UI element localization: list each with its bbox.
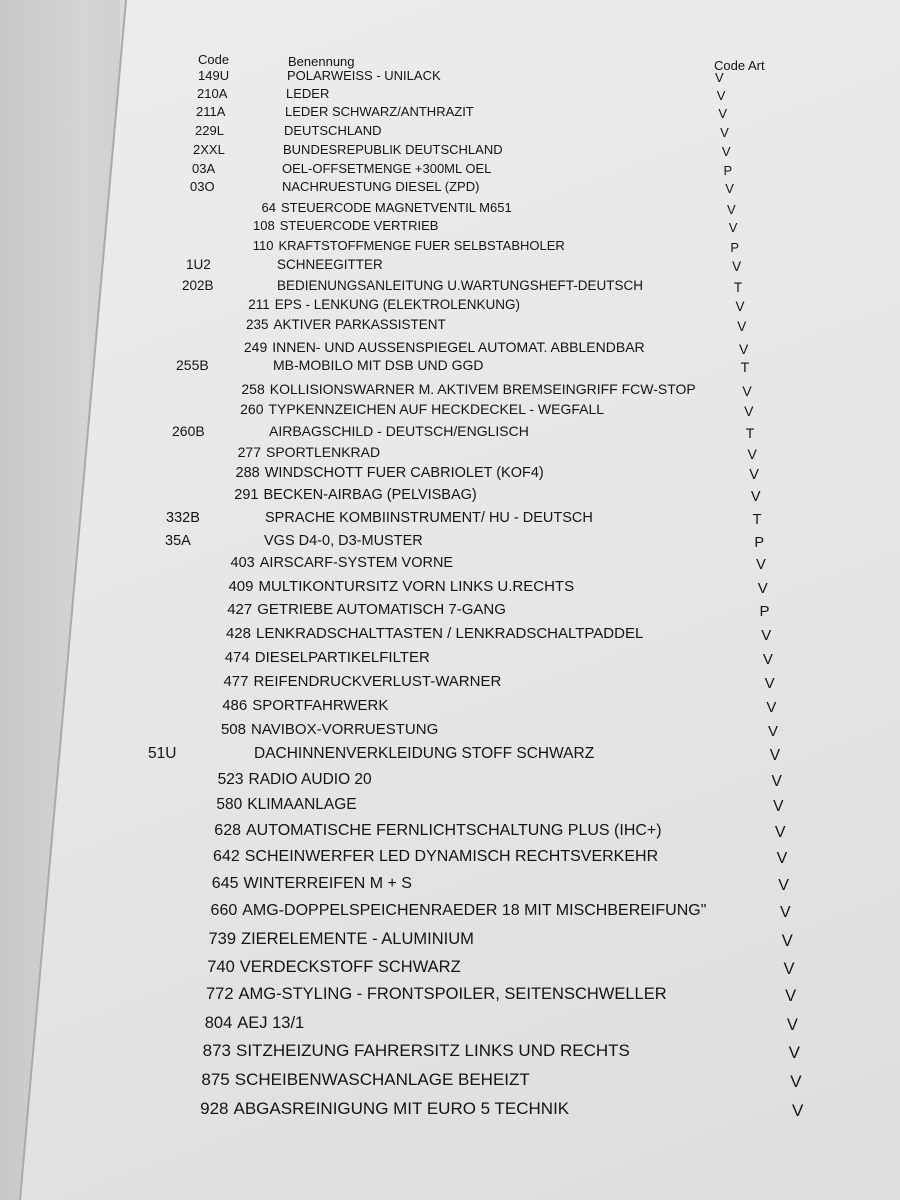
row-name: SCHEINWERFER LED DYNAMISCH RECHTSVERKEHR <box>244 848 659 865</box>
row-name: AIRBAGSCHILD - DEUTSCH/ENGLISCH <box>269 422 529 439</box>
row-code-art: T <box>745 424 755 441</box>
row-name: MB-MOBILO MIT DSB UND GGD <box>273 356 484 373</box>
row-code: 291 <box>234 487 259 504</box>
row-code-art: V <box>778 877 789 894</box>
row-name: NAVIBOX-VORRUESTUNG <box>251 720 439 738</box>
row-code-art: V <box>776 850 788 867</box>
row-code-art: V <box>738 340 749 357</box>
row-name: TYPKENNZEICHEN AUF HECKDECKEL - WEGFALL <box>268 400 605 417</box>
row-code-art: V <box>773 798 784 816</box>
row-name: ZIERELEMENTE - ALUMINIUM <box>241 929 474 948</box>
row-code: 277 <box>237 443 261 460</box>
row-code: 149U <box>198 68 230 84</box>
row-code: 508 <box>220 720 246 738</box>
row-code-art: V <box>761 626 772 644</box>
row-code: 474 <box>224 648 250 666</box>
row-code: 51U <box>148 745 177 763</box>
row-name: AMG-STYLING - FRONTSPOILER, SEITENSCHWELLER <box>238 984 667 1003</box>
row-name: WINDSCHOTT FUER CABRIOLET (KOF4) <box>264 465 544 482</box>
row-code: 03O <box>190 179 215 195</box>
row-code: 1U2 <box>186 256 211 272</box>
row-code: 409 <box>228 577 254 595</box>
row-name: DEUTSCHLAND <box>284 123 382 139</box>
row-name: AIRSCARF-SYSTEM VORNE <box>259 555 454 572</box>
row-code: 229L <box>195 123 224 139</box>
row-name: SPORTLENKRAD <box>266 443 381 460</box>
row-code: 772 <box>205 984 234 1003</box>
row-code: 427 <box>227 600 253 618</box>
row-name: KRAFTSTOFFMENGE FUER SELBSTABHOLER <box>278 238 565 254</box>
row-code: 110 <box>252 238 274 254</box>
row-code: 332B <box>166 510 200 527</box>
row-name: BEDIENUNGSANLEITUNG U.WARTUNGSHEFT-DEUTSCH <box>277 277 644 293</box>
row-name: STEUERCODE MAGNETVENTIL M651 <box>281 200 512 216</box>
row-code: 928 <box>200 1099 229 1119</box>
row-name: REIFENDRUCKVERLUST-WARNER <box>253 672 502 690</box>
row-code: 403 <box>230 555 255 572</box>
row-code: 211 <box>248 296 270 312</box>
row-code-art: T <box>733 279 743 295</box>
row-code-art: V <box>732 258 742 274</box>
row-code-art: V <box>737 318 747 334</box>
row-code-art: P <box>730 240 740 256</box>
row-name: KLIMAANLAGE <box>247 796 357 814</box>
row-code-art: V <box>726 202 736 218</box>
row-name: BUNDESREPUBLIK DEUTSCHLAND <box>283 142 503 158</box>
row-name: ABGASREINIGUNG MIT EURO 5 TECHNIK <box>233 1099 570 1119</box>
row-code: 258 <box>241 380 265 397</box>
row-name: EPS - LENKUNG (ELEKTROLENKUNG) <box>274 296 521 312</box>
row-code-art: V <box>781 931 793 950</box>
row-code-art: V <box>749 467 759 484</box>
row-code: 642 <box>213 848 240 865</box>
row-code: 739 <box>208 929 236 948</box>
row-code-art: P <box>754 535 765 552</box>
row-code: 645 <box>211 875 239 892</box>
row-code-art: V <box>716 88 726 104</box>
row-code-art: V <box>780 904 791 921</box>
row-name: MULTIKONTURSITZ VORN LINKS U.RECHTS <box>258 577 575 595</box>
row-code-art: V <box>762 650 773 668</box>
row-code-art: V <box>718 106 728 122</box>
header-benennung: Benennung <box>288 54 355 69</box>
row-name: LEDER SCHWARZ/ANTHRAZIT <box>285 104 474 120</box>
row-code-art: V <box>742 382 752 399</box>
row-code: 211A <box>196 104 226 120</box>
row-name: DACHINNENVERKLEIDUNG STOFF SCHWARZ <box>254 745 595 763</box>
row-code-art: V <box>771 773 782 791</box>
row-name: OEL-OFFSETMENGE +300ML OEL <box>282 161 492 177</box>
row-code-art: V <box>756 557 766 574</box>
row-name: SPORTFAHRWERK <box>252 696 389 714</box>
row-code: 210A <box>197 86 228 102</box>
row-code: 477 <box>223 672 249 690</box>
row-code: 03A <box>192 161 216 177</box>
row-code-art: V <box>715 70 724 86</box>
row-name: VGS D4-0, D3-MUSTER <box>264 533 423 550</box>
row-code-art: V <box>766 698 777 716</box>
row-code-art: V <box>792 1101 804 1121</box>
row-name: SITZHEIZUNG FAHRERSITZ LINKS UND RECHTS <box>236 1041 630 1061</box>
row-code-art: V <box>720 125 729 141</box>
row-name: NACHRUESTUNG DIESEL (ZPD) <box>282 179 480 195</box>
row-code-art: V <box>783 959 795 978</box>
row-code: 660 <box>210 902 238 919</box>
row-name: SPRACHE KOMBIINSTRUMENT/ HU - DEUTSCH <box>265 510 593 527</box>
row-name: RADIO AUDIO 20 <box>248 771 372 789</box>
header-code: Code <box>198 52 230 67</box>
row-code: 740 <box>207 957 235 976</box>
row-code-art: T <box>740 358 750 375</box>
row-name: KOLLISIONSWARNER M. AKTIVEM BREMSEINGRIFF FCW-STOP <box>269 380 696 397</box>
row-code-art: P <box>723 163 733 179</box>
row-code-art: V <box>790 1072 802 1092</box>
row-code: 108 <box>253 218 275 234</box>
row-code: 249 <box>243 338 268 355</box>
row-code: 2XXL <box>193 142 225 158</box>
row-code: 255B <box>176 356 209 373</box>
row-code-art: V <box>764 674 775 692</box>
row-code: 202B <box>182 277 214 293</box>
row-name: WINTERREIFEN M + S <box>243 875 412 892</box>
row-code: 875 <box>201 1070 230 1090</box>
row-name: AMG-DOPPELSPEICHENRAEDER 18 MIT MISCHBEREIFUNG" <box>242 902 707 919</box>
row-name: AEJ 13/1 <box>237 1013 305 1032</box>
row-code: 260B <box>172 422 205 439</box>
row-code: 486 <box>222 696 248 714</box>
row-code-art: V <box>747 445 757 462</box>
row-code-art: V <box>774 824 786 841</box>
row-name: POLARWEISS - UNILACK <box>287 68 441 84</box>
row-code-art: V <box>721 144 731 160</box>
row-code-art: V <box>788 1043 800 1063</box>
row-name: LENKRADSCHALTTASTEN / LENKRADSCHALTPADDEL <box>256 624 644 642</box>
row-code-art: V <box>757 579 768 597</box>
row-code-art: P <box>759 602 770 620</box>
row-code: 288 <box>235 465 260 482</box>
row-code-art: V <box>744 402 754 419</box>
row-code-art: V <box>769 747 781 765</box>
row-code-art: V <box>768 722 779 740</box>
row-name: VERDECKSTOFF SCHWARZ <box>239 957 461 976</box>
row-name: SCHEIBENWASCHANLAGE BEHEIZT <box>234 1070 530 1090</box>
row-code: 628 <box>214 822 241 839</box>
row-code: 804 <box>204 1013 233 1032</box>
row-code-art: V <box>725 181 734 197</box>
row-code: 428 <box>225 624 251 642</box>
row-name: STEUERCODE VERTRIEB <box>279 218 439 234</box>
row-name: DIESELPARTIKELFILTER <box>254 648 430 666</box>
row-code: 235 <box>245 316 269 332</box>
row-code: 873 <box>202 1041 231 1061</box>
row-name: GETRIEBE AUTOMATISCH 7-GANG <box>257 600 506 618</box>
row-code-art: T <box>752 512 762 529</box>
row-code: 523 <box>217 771 244 789</box>
row-name: AKTIVER PARKASSISTENT <box>273 316 446 332</box>
row-code: 64 <box>261 200 276 216</box>
row-code: 35A <box>165 533 191 550</box>
row-name: AUTOMATISCHE FERNLICHTSCHALTUNG PLUS (IHC+) <box>246 822 662 839</box>
row-code-art: V <box>728 220 738 236</box>
row-code-art: V <box>786 1015 798 1034</box>
row-name: LEDER <box>286 86 330 102</box>
row-code-art: V <box>785 986 797 1005</box>
row-code-art: V <box>750 489 761 506</box>
row-name: BECKEN-AIRBAG (PELVISBAG) <box>263 487 477 504</box>
row-name: INNEN- UND AUSSENSPIEGEL AUTOMAT. ABBLENDBAR <box>272 338 645 355</box>
header-code-art: Code Art <box>714 58 765 73</box>
row-code: 260 <box>240 400 264 417</box>
row-code-art: V <box>735 298 745 314</box>
row-name: SCHNEEGITTER <box>277 256 383 272</box>
row-code: 580 <box>216 796 243 814</box>
